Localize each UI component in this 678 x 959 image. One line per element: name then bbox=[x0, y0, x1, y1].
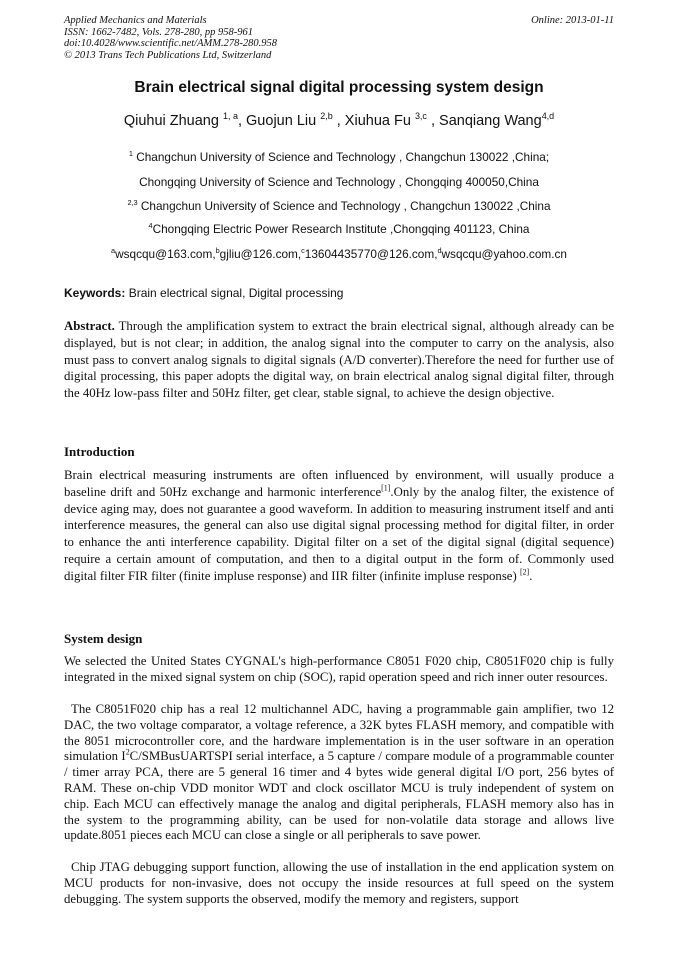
intro-text: . bbox=[529, 568, 533, 583]
email-mark: c bbox=[301, 246, 305, 256]
intro-text: .Only by the analog filter, the existence of device aging may, does not guarantee a good waveform. In addition to measuring instrument itself and anti interference measures, the general can also use digital signal processing method for digital filter, in order to enhance the anti interference capability. Digital filter on a set of the digital signal (digital sequence) require a certain amount of computation, and then to a digital output in the form of. Commonly used digital filter FIR filter (finite impluse response) and IIR filter (infinite impluse response) bbox=[64, 484, 614, 583]
citation-2[interactable]: [2] bbox=[519, 567, 530, 577]
author-name: Qiuhui Zhuang bbox=[123, 113, 219, 129]
system-design-paragraph-2 bbox=[64, 702, 614, 844]
system-design-text: The C8051F020 chip has a real 12 multichannel ADC, having a programmable gain amplifier, two 12 DAC, the two voltage comparator, a voltage reference, a 32K bytes FLASH memory, and compatible with the 8051 microcontroller core, and the hardware implementation is in the user software in an operation simulation I bbox=[64, 702, 614, 764]
section-heading-introduction: Introduction bbox=[64, 444, 135, 459]
journal-issn: ISSN: 1662-7482, Vols. 278-280, pp 958-961 bbox=[64, 26, 253, 38]
online-date: Online: 2013-01-11 bbox=[531, 15, 614, 26]
affiliation-mark: 2,3 bbox=[127, 198, 138, 208]
email-address: wsqcqu@yahoo.com.cn bbox=[441, 247, 567, 261]
abstract-label: Abstract. bbox=[64, 319, 115, 333]
author-affil-mark: 3,c bbox=[414, 111, 427, 122]
affiliation-line bbox=[0, 175, 678, 189]
superscript-2: 2 bbox=[125, 748, 130, 758]
journal-doi: doi:10.4028/www.scientific.net/AMM.278-280.958 bbox=[64, 38, 277, 49]
author-affil-mark: 1, a bbox=[222, 111, 238, 122]
keywords-text: Brain electrical signal, Digital processing bbox=[125, 286, 344, 300]
author-name: Xiuhua Fu bbox=[344, 113, 411, 129]
system-design-text: C/SMBusUARTSPI serial interface, a 5 capture / compare module of a programmable counter / timer array PCA, there are 5 general 16 timer and 4 bytes wide general digital I/O port, 256 bytes of RAM. These on-chip VDD monitor WDT and clock oscillator MCU is truly independent of system on chip. Each MCU can effectively manage the analog and digital peripherals, FLASH memory also has in the system to the programming ability, can be used for non-volatile data storage and allows live update.8051 pieces each MCU can close a single or all peripherals to save power. bbox=[64, 749, 615, 843]
author-name: Sanqiang Wang bbox=[439, 113, 542, 129]
intro-text: Brain electrical measuring instruments are often influenced by environment, will usually produce a baseline drift and 50Hz exchange and harmonic interference bbox=[64, 468, 614, 499]
email-line bbox=[0, 247, 678, 261]
keywords-label: Keywords: bbox=[64, 286, 126, 300]
email-mark: a bbox=[111, 246, 116, 256]
author-separator: , bbox=[237, 113, 247, 129]
affiliation-text: Chongqing Electric Power Research Institute ,Chongqing 401123, China bbox=[152, 222, 530, 236]
abstract-paragraph bbox=[64, 318, 614, 402]
affiliation-text: Chongqing University of Science and Technology , Chongqing 400050,China bbox=[139, 175, 539, 189]
journal-copyright: © 2013 Trans Tech Publications Ltd, Switzerland bbox=[64, 49, 272, 61]
affiliation-line bbox=[0, 199, 678, 213]
affiliation-line bbox=[0, 150, 678, 164]
system-design-text: We selected the United States CYGNAL's high-performance C8051 F020 chip, C8051F020 chip is fully integrated in the mixed signal system on chip (SOC), rapid operation speed and rich inner outer resources. bbox=[64, 654, 614, 684]
keywords-line bbox=[64, 286, 624, 300]
citation-1[interactable]: [1] bbox=[381, 483, 391, 493]
introduction-paragraph bbox=[64, 467, 614, 585]
system-design-text: Chip JTAG debugging support function, allowing the use of installation in the end application system on MCU products for non-invasive, does not occupy the inside resources at full speed on the system debugging. The system supports the observed, modify the memory and registers, support bbox=[64, 860, 614, 906]
author-line bbox=[0, 113, 678, 129]
email-mark: d bbox=[437, 246, 442, 256]
email-mark: b bbox=[215, 246, 220, 256]
section-heading-system-design: System design bbox=[64, 631, 143, 646]
email-address: wsqcqu@163.com, bbox=[115, 247, 216, 261]
journal-name: Applied Mechanics and Materials bbox=[64, 15, 207, 26]
affiliation-mark: 1 bbox=[128, 149, 133, 159]
affiliation-mark: 4 bbox=[148, 221, 153, 231]
affiliation-text: Changchun University of Science and Technology , Changchun 130022 ,China; bbox=[136, 150, 550, 164]
paper-title: Brain electrical signal digital processing system design bbox=[134, 79, 544, 96]
email-address: 13604435770@126.com, bbox=[304, 247, 438, 261]
author-separator: , bbox=[426, 113, 440, 129]
author-name: Guojun Liu bbox=[246, 113, 317, 129]
system-design-paragraph-3 bbox=[64, 860, 614, 907]
journal-header bbox=[64, 15, 614, 61]
author-affil-mark: 4,d bbox=[541, 111, 555, 122]
system-design-paragraph-1 bbox=[64, 654, 614, 686]
author-affil-mark: 2,b bbox=[320, 111, 333, 122]
affiliation-text: Changchun University of Science and Technology , Changchun 130022 ,China bbox=[140, 199, 551, 213]
email-address: gjliu@126.com, bbox=[219, 247, 302, 261]
affiliation-line bbox=[0, 222, 678, 236]
abstract-text: Through the amplification system to extract the brain electrical signal, although already can be displayed, but is not clear; in addition, the analog signal into the computer to carry on the analysis, also must pass to convert analog signals to digital signals (A/D converter).Therefore the need for further use of digital processing, this paper adopts the digital way, on brain electrical analog signal digital filter, through the 40Hz low-pass filter and 50Hz filter, get clear, stable signal, to achieve the design objective. bbox=[64, 319, 614, 401]
author-separator: , bbox=[332, 113, 345, 129]
